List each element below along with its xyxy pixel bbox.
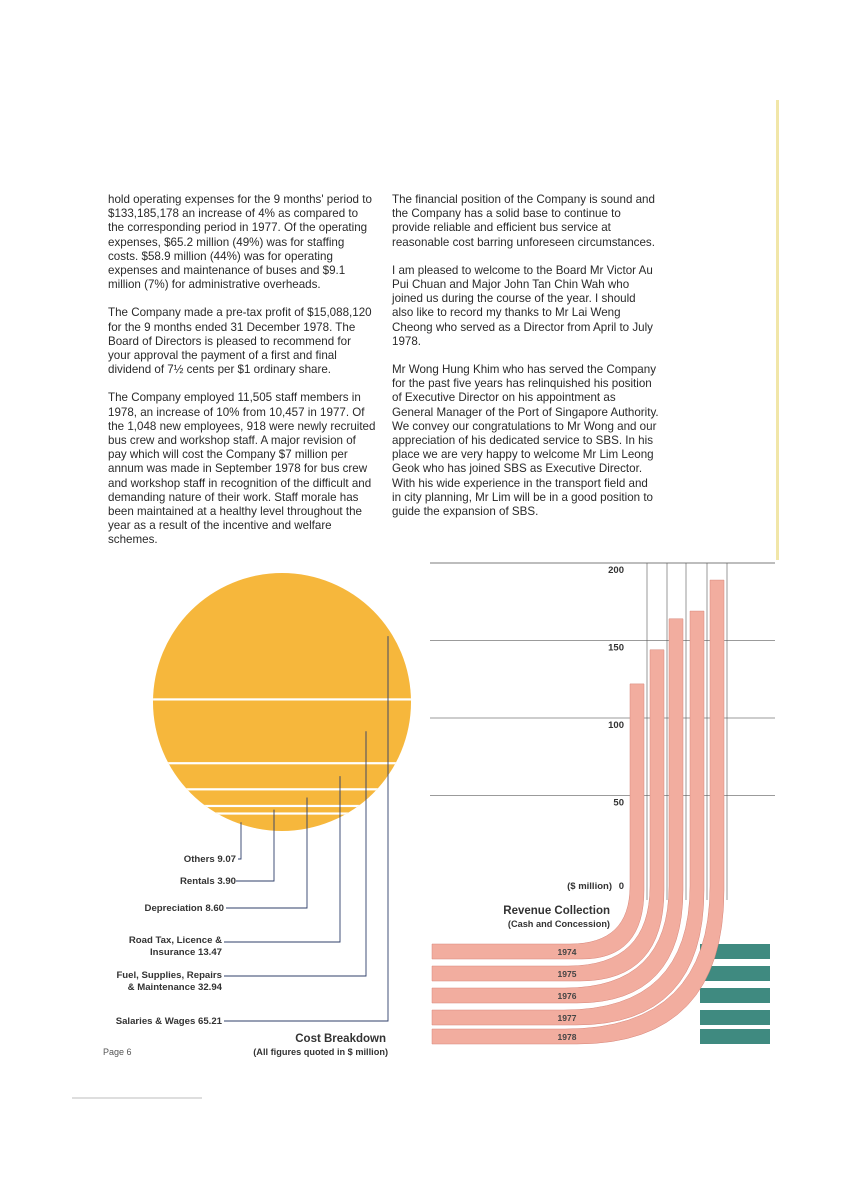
body-paragraph: I am pleased to welcome to the Board Mr Victor Au Pui Chuan and Major John Tan Chin Wah who joined us during the course of the year. I should also like to record my thanks to Mr Lai Weng Cheong who served as a Director from April to July 1978. (392, 263, 653, 348)
cost-band-divider (153, 762, 411, 764)
revenue-chart-subtitle: (Cash and Concession) (507, 919, 610, 929)
y-tick-label: 150 (608, 642, 624, 654)
cost-label-road-tax-line2: Insurance 13.47 (150, 947, 222, 958)
cost-band-divider (153, 788, 411, 790)
revenue-unit-label: ($ million) (567, 881, 612, 892)
y-tick-label: 200 (608, 565, 624, 576)
cost-band-divider (153, 698, 411, 700)
cost-label-depreciation: Depreciation 8.60 (144, 903, 224, 914)
cost-label-rentals: Rentals 3.90 (180, 876, 236, 887)
body-paragraph: The Company employed 11,505 staff members in 1978, an increase of 10% from 10,457 in 1977. Of the 1,048 new employees, 918 were newly recruited bus crew and workshop staff. A major revision of pay which will cost the Company $7 million per annum was made in September 1978 for bus crew and workshop staff in recognition of the difficult and demanding nature of their work. Staff morale has been maintained at a healthy level throughout the year as a result of the incentive and welfare schemes. (108, 391, 376, 547)
cost-label-others: Others 9.07 (183, 854, 236, 865)
cost-label-salaries: Salaries & Wages 65.21 (115, 1016, 222, 1027)
cost-chart-title: Cost Breakdown (295, 1033, 386, 1045)
cost-chart-subtitle: (All figures quoted in $ million) (253, 1047, 388, 1057)
y-tick-label: 100 (608, 720, 624, 731)
cost-circle (153, 573, 411, 831)
cost-band-divider (153, 812, 411, 814)
concession-band (700, 1029, 770, 1044)
year-label: 1974 (557, 947, 577, 957)
revenue-chart-title: Revenue Collection (503, 905, 610, 917)
body-paragraph: The Company made a pre-tax profit of $15,088,120 for the 9 months ended 31 December 1978. The Board of Directors is pleased to recommend for your approval the payment of a first and final dividend of 7½ cents per $1 ordinary share. (108, 306, 372, 377)
y-tick-label: 50 (613, 797, 624, 809)
body-paragraph: The financial position of the Company is sound and the Company has a solid base to continue to provide reliable and efficient bus service at reasonable cost barring unforeseen circumstances. (392, 193, 655, 249)
body-paragraph: Mr Wong Hung Khim who has served the Company for the past five years has relinquished his position of Executive Director on his appointment as General Manager of the Port of Singapore Authority. We convey our congratulations to Mr Wong and our appreciation of his dedicated service to SBS. In his place we are very happy to welcome Mr Lim Leong Geok who has joined SBS as Executive Director. With his wide experience in the transport field and in city planning, Mr Lim will be in a good position to guide the expansion of SBS. (392, 363, 659, 519)
concession-band (700, 1010, 770, 1025)
body-paragraph: hold operating expenses for the 9 months' period to $133,185,178 an increase of 4% as compared to the corresponding period in 1977. Of the operating expenses, $65.2 million (49%) was for staffing costs. $58.9 million (44%) was for operating expenses and maintenance of buses and $9.1 million (7%) for administrative overheads. (108, 193, 372, 292)
concession-band (700, 988, 770, 1003)
year-label: 1975 (557, 969, 577, 979)
y-tick-label: 0 (618, 881, 624, 892)
revenue-collection-chart (430, 563, 775, 1044)
cost-band-divider (153, 805, 411, 807)
page-number: Page 6 (103, 1047, 132, 1057)
year-label: 1978 (557, 1032, 577, 1042)
year-label: 1976 (557, 991, 577, 1001)
year-label: 1977 (557, 1013, 577, 1023)
cost-leader-line (238, 822, 241, 859)
cost-breakdown-chart (116, 573, 411, 1057)
cost-label-fuel: Fuel, Supplies, Repairs (116, 970, 222, 981)
cost-label-road-tax: Road Tax, Licence & (128, 935, 222, 946)
cost-label-fuel-line2: & Maintenance 32.94 (127, 982, 222, 993)
